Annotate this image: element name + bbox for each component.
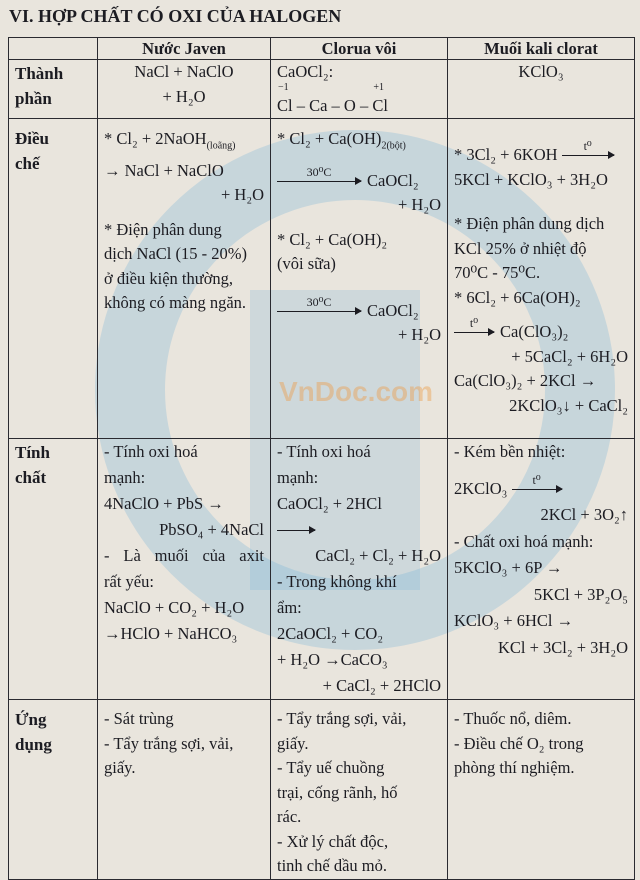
- arrow-icon: [454, 316, 494, 333]
- line: giấy.: [277, 733, 309, 753]
- arrow-icon: [277, 530, 315, 531]
- text: * Cl₂ + Ca(OH): [277, 129, 382, 148]
- structure-mid: – Ca – O –: [292, 95, 373, 115]
- line: trại, cống rãnh, hố: [277, 782, 398, 802]
- arrow-label: t⁰: [532, 472, 541, 487]
- line: - Sát trùng: [104, 709, 174, 728]
- line: KCl + 3Cl₂ + 3H₂O: [497, 637, 628, 657]
- arrow-icon: [277, 164, 361, 182]
- arrow-label: t⁰: [469, 316, 479, 330]
- line: NaClO + CO₂ + H₂O: [104, 598, 245, 617]
- reaction-line: [454, 472, 628, 503]
- line: không có màng ngăn.: [104, 293, 247, 313]
- structure-line: [277, 81, 441, 119]
- text: CaOCl₂: [367, 300, 419, 320]
- header-javen: Nước Javen: [98, 38, 271, 60]
- row-label: [9, 439, 98, 700]
- line: rác.: [277, 807, 302, 826]
- line: KClO₃: [518, 62, 564, 81]
- line: - Tẩy trắng sợi, vải,: [277, 709, 407, 728]
- label-line: phần: [15, 88, 52, 108]
- line: - Tẩy trắng sợi, vải,: [104, 733, 234, 753]
- label-line: chất: [15, 467, 47, 487]
- line: * Điện phân dung: [104, 219, 222, 239]
- cell: [271, 60, 448, 119]
- subscript: 2(bột): [381, 140, 406, 152]
- arrow-label: t⁰: [583, 139, 592, 153]
- cell: [448, 700, 635, 880]
- line: 2KClO₃↓ + CaCl₂: [509, 395, 628, 415]
- label-line: Tính: [15, 443, 50, 462]
- line: giấy.: [104, 758, 136, 777]
- cell: [271, 700, 448, 880]
- line: - Tính oxi hoá: [277, 442, 371, 461]
- line: NaCl + NaClO: [134, 62, 234, 81]
- line: (vôi sữa): [277, 254, 336, 274]
- label-line: Điều: [15, 129, 49, 148]
- line: KClO₃ + 6HCl →: [454, 611, 574, 630]
- line: 5KClO₃ + 6P →: [454, 558, 563, 577]
- text: 2KClO₃: [454, 478, 508, 498]
- table-row-properties: [9, 439, 635, 700]
- cell: [448, 439, 635, 700]
- line: - Trong không khí: [277, 572, 397, 591]
- line: → NaCl + NaClO: [104, 160, 224, 180]
- label-line: Ứng: [15, 710, 47, 729]
- cell: [448, 60, 635, 119]
- cell: [98, 439, 271, 700]
- arrow-icon: [512, 472, 562, 490]
- oxidation-state: +1: [373, 81, 384, 93]
- line: mạnh:: [277, 468, 319, 487]
- line: CaOCl₂ + 2HCl: [277, 494, 382, 513]
- line: - Tính oxi hoá: [104, 442, 198, 461]
- label-line: chế: [15, 153, 40, 173]
- arrow-label: 30⁰C: [306, 294, 332, 309]
- oxidation-state: −1: [278, 81, 289, 93]
- line: dịch NaCl (15 - 20%): [104, 244, 247, 264]
- reaction-line: [277, 164, 441, 194]
- line: + H₂O: [397, 325, 441, 345]
- line: 2KCl + 3O₂↑: [540, 505, 628, 524]
- line: CaCl₂ + Cl₂ + H₂O: [315, 546, 441, 565]
- arrow-label: 30⁰C: [306, 164, 332, 179]
- line: tinh chế dầu mỏ.: [277, 856, 387, 875]
- line: + H₂O: [397, 195, 441, 215]
- line: - Tẩy uế chuồng: [277, 758, 385, 777]
- line: KCl 25% ở nhiệt độ: [454, 238, 587, 258]
- row-label: [9, 119, 98, 439]
- line: [277, 517, 441, 543]
- line: + H₂O: [162, 86, 206, 106]
- atom-symbol: Cl: [372, 95, 388, 115]
- table-row-applications: [9, 700, 635, 880]
- line: - Xử lý chất độc,: [277, 831, 389, 851]
- line: 4NaClO + PbS →: [104, 494, 224, 513]
- cell: [271, 439, 448, 700]
- line: →HClO + NaHCO₃: [104, 624, 238, 643]
- header-clorua: Clorua vôi: [271, 38, 448, 60]
- line: CaOCl₂:: [277, 62, 334, 81]
- halogen-oxy-compounds-table: [8, 37, 635, 880]
- line: 5KCl + KClO₃ + 3H₂O: [454, 169, 608, 189]
- header-kali: Muối kali clorat: [448, 38, 635, 60]
- line: Ca(ClO₃)₂ + 2KCl →: [454, 371, 597, 390]
- section-title: VI. HỢP CHẤT CÓ OXI CỦA HALOGEN: [9, 6, 342, 26]
- line: - Chất oxi hoá mạnh:: [454, 531, 594, 551]
- line: - Là muối của axit: [104, 546, 264, 565]
- line: + 5CaCl₂ + 6H₂O: [511, 346, 628, 366]
- line: PbSO₄ + 4NaCl: [159, 520, 264, 539]
- text: Ca(ClO₃)₂: [500, 322, 569, 341]
- line: + H₂O →CaCO₃: [277, 650, 388, 669]
- text: * 3Cl₂ + 6KOH: [454, 145, 558, 164]
- table-header-row: [9, 38, 635, 60]
- line: - Điều chế O₂ trong: [454, 733, 584, 753]
- table-row-composition: [9, 60, 635, 119]
- reaction-line: [454, 316, 628, 345]
- cell: [98, 119, 271, 439]
- line: ở điều kiện thường,: [104, 268, 234, 288]
- reaction-line: [277, 294, 441, 324]
- line: - Kém bền nhiệt:: [454, 442, 566, 461]
- line: [277, 127, 441, 159]
- line: * Điện phân dung dịch: [454, 214, 605, 233]
- line: - Thuốc nổ, diêm.: [454, 709, 572, 728]
- line: 2CaOCl₂ + CO₂: [277, 624, 384, 643]
- line: rất yếu:: [104, 572, 154, 591]
- line: 5KCl + 3P₂O₅: [533, 584, 628, 604]
- line: + H₂O: [220, 185, 264, 205]
- header-empty: [9, 38, 98, 60]
- subscript: (loãng): [206, 140, 236, 152]
- line: + CaCl₂ + 2HClO: [322, 676, 441, 695]
- watermark-logo: VnDoc.com: [279, 376, 434, 407]
- cell: [98, 60, 271, 119]
- line: * Cl₂ + Ca(OH)₂: [277, 229, 388, 249]
- row-label: [9, 60, 98, 119]
- line: [104, 127, 264, 159]
- atom: [372, 81, 388, 119]
- table-row-preparation: [9, 119, 635, 439]
- cell: [98, 700, 271, 880]
- text: CaOCl₂: [367, 170, 419, 190]
- atom: [277, 81, 293, 119]
- cell: [271, 119, 448, 439]
- cell: [448, 119, 635, 439]
- line: ẩm:: [277, 598, 302, 617]
- row-label: [9, 700, 98, 880]
- label-line: Thành: [15, 64, 64, 83]
- line: mạnh:: [104, 468, 146, 487]
- atom-symbol: Cl: [277, 95, 293, 115]
- text: * Cl₂ + 2NaOH: [104, 129, 207, 148]
- line: * 6Cl₂ + 6Ca(OH)₂: [454, 287, 581, 307]
- reaction-line: [454, 139, 628, 168]
- line: 70⁰C - 75⁰C.: [454, 263, 541, 282]
- line: phòng thí nghiệm.: [454, 758, 575, 777]
- arrow-icon: [562, 139, 614, 156]
- arrow-icon: [277, 294, 361, 312]
- label-line: dụng: [15, 734, 52, 754]
